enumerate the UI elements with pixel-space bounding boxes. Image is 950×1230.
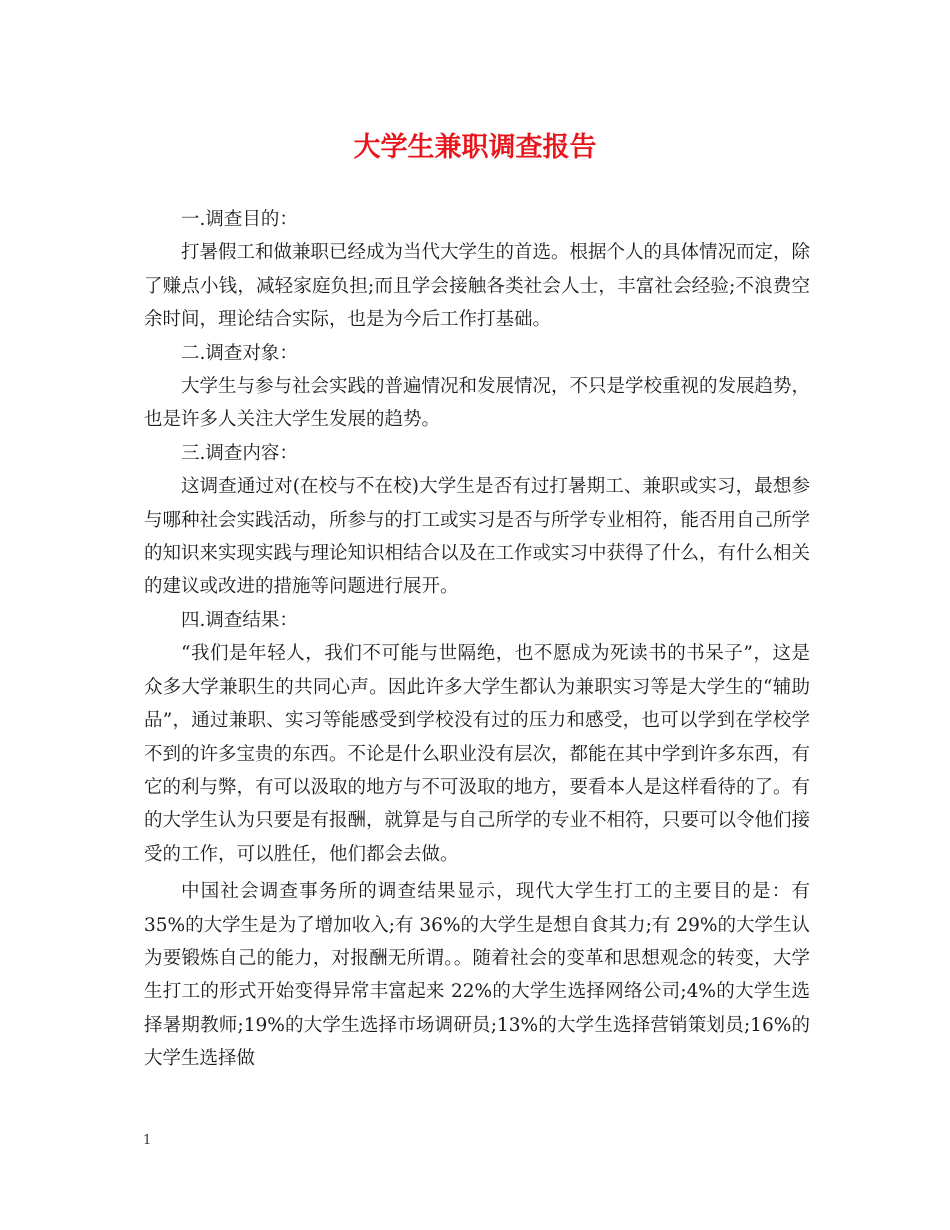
section-heading-content: 三.调查内容： [181, 442, 298, 464]
section-heading-subjects: 二.调查对象： [181, 342, 298, 364]
document-body [144, 203, 810, 1076]
section-heading-results: 四.调查结果： [181, 609, 298, 631]
paragraph-content: 这调查通过对(在校与不在校)大学生是否有过打暑期工、兼职或实习，最想参与哪种社会实践活动，所参与的打工或实习是否与所学专业相符，能否用自己所学的知识来实现实践与理论知识相结合以及在工作或实习中获得了什么，有什么相关的建议或改进的措施等问题进行展开。 [144, 476, 811, 598]
paragraph-subjects: 大学生与参与社会实践的普遍情况和发展情况，不只是学校重视的发展趋势，也是许多人关注大学生发展的趋势。 [144, 376, 811, 431]
document-title: 大学生兼职调查报告 [353, 132, 597, 163]
page-number: 1 [143, 1133, 152, 1148]
paragraph-survey-statistics: 中国社会调查事务所的调查结果显示，现代大学生打工的主要目的是：有 35%的大学生是为了增加收入;有 36%的大学生是想自食其力;有 29%的大学生认为要锻炼自己的能力，对报酬无所谓。。随着社会的变革和思想观念的转变，大学生打工的形式开始变得异常丰富起来 22%的大学生选择网络公司;4%的大学生选择暑期教师;19%的大学生选择市场调研员;13%的大学生选择营销策划员;16%的大学生选择做 [144, 881, 810, 1070]
section-heading-purpose: 一.调查目的： [181, 209, 298, 230]
paragraph-results: “我们是年轻人，我们不可能与世隔绝，也不愿成为死读书的书呆子”，这是众多大学兼职生的共同心声。因此许多大学生都认为兼职实习等是大学生的“辅助品”，通过兼职、实习等能感受到学校没有过的压力和感受，也可以学到在学校学不到的许多宝贵的东西。不论是什么职业没有层次，都能在其中学到许多东西，有它的利与弊，有可以汲取的地方与不可汲取的地方，要看本人是这样看待的了。有的大学生认为只要是有报酬，就算是与自己所学的专业不相符，只要可以令他们接受的工作，可以胜任，他们都会去做。 [144, 643, 811, 865]
paragraph-purpose: 打暑假工和做兼职已经成为当代大学生的首选。根据个人的具体情况而定，除了赚点小钱，减轻家庭负担;而且学会接触各类社会人士，丰富社会经验;不浪费空余时间，理论结合实际，也是为今后工作打基础。 [144, 242, 811, 331]
